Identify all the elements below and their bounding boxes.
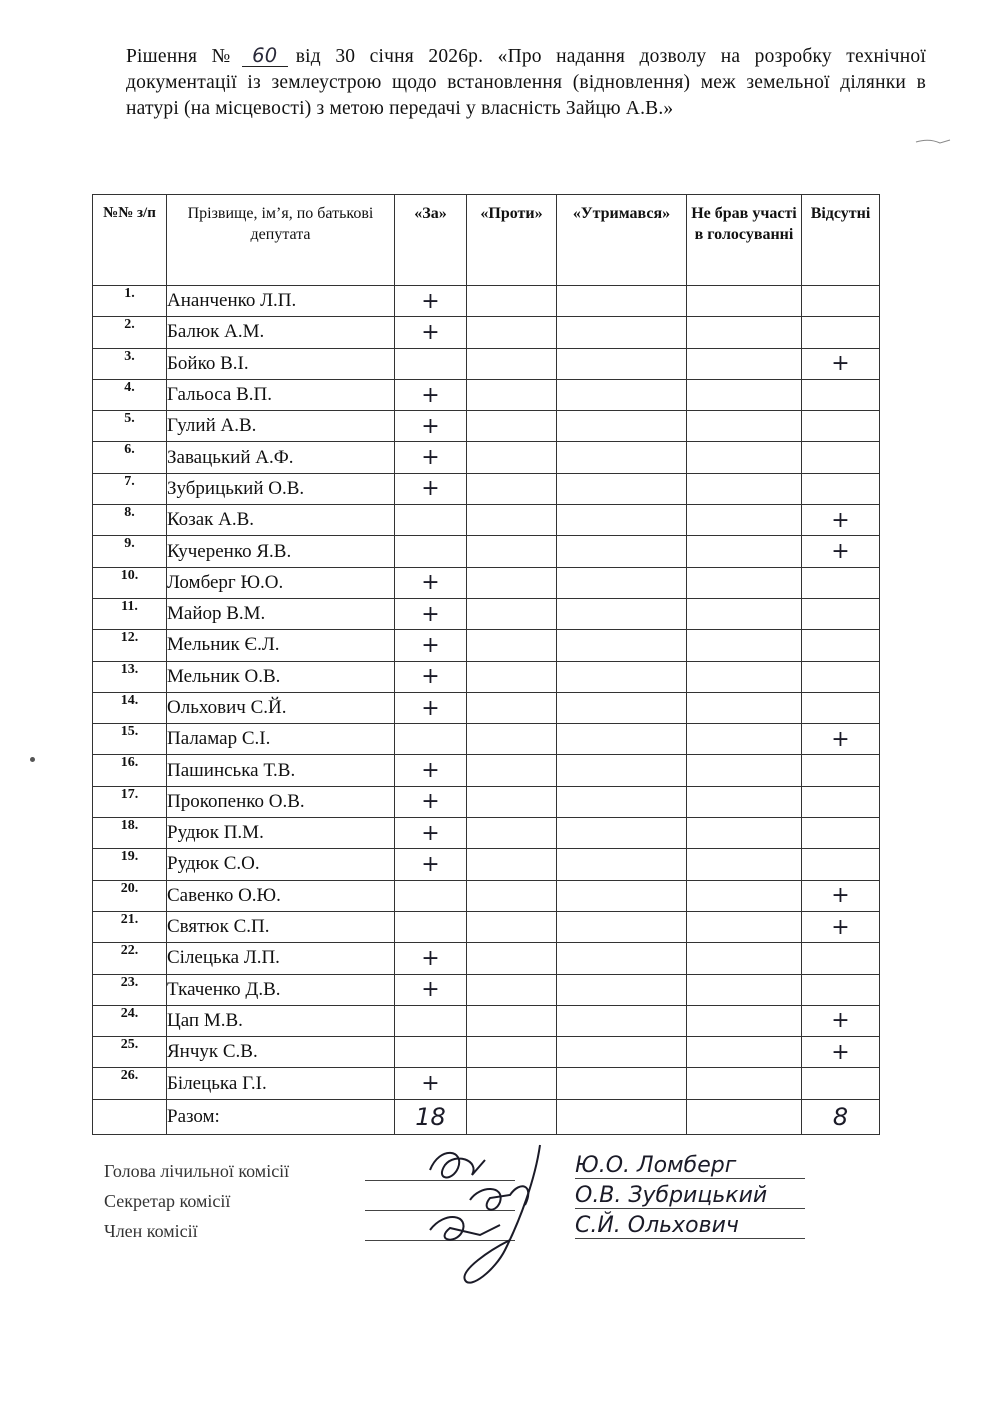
- vote-for: +: [395, 849, 467, 880]
- col-header-against: «Проти»: [467, 195, 557, 286]
- vote-against: [467, 473, 557, 504]
- col-header-name: Прізвище, ім’я, по батькові депутата: [167, 195, 395, 286]
- vote-no-participation: [687, 786, 802, 817]
- row-number: 13.: [93, 661, 167, 692]
- deputy-name: Кучеренко Я.В.: [167, 536, 395, 567]
- vote-abstain: [557, 598, 687, 629]
- vote-abstain: [557, 724, 687, 755]
- row-number: 10.: [93, 567, 167, 598]
- vote-abstain: [557, 818, 687, 849]
- vote-abstain: [557, 411, 687, 442]
- decision-prefix: Рішення №: [126, 46, 240, 67]
- table-row: [93, 379, 880, 410]
- row-number: 3.: [93, 348, 167, 379]
- row-number: 2.: [93, 317, 167, 348]
- vote-absent: [802, 1068, 880, 1099]
- vote-absent: [802, 786, 880, 817]
- total-empty-cell: [93, 1099, 167, 1134]
- vote-no-participation: [687, 536, 802, 567]
- vote-absent: [802, 567, 880, 598]
- vote-for: [395, 1005, 467, 1036]
- vote-no-participation: [687, 411, 802, 442]
- deputy-name: Козак А.В.: [167, 505, 395, 536]
- vote-against: [467, 348, 557, 379]
- row-number: 22.: [93, 943, 167, 974]
- deputy-name: Ананченко Л.П.: [167, 286, 395, 317]
- table-row: [93, 1005, 880, 1036]
- vote-no-participation: [687, 379, 802, 410]
- vote-for: +: [395, 598, 467, 629]
- vote-no-participation: [687, 818, 802, 849]
- vote-abstain: [557, 567, 687, 598]
- row-number: 8.: [93, 505, 167, 536]
- col-header-no-vote: Не брав участі в голосуванні: [687, 195, 802, 286]
- vote-for: +: [395, 411, 467, 442]
- vote-abstain: [557, 630, 687, 661]
- vote-for: [395, 724, 467, 755]
- vote-against: [467, 1037, 557, 1068]
- vote-no-participation: [687, 724, 802, 755]
- table-row: [93, 317, 880, 348]
- vote-against: [467, 317, 557, 348]
- vote-no-participation: [687, 943, 802, 974]
- vote-abstain: [557, 473, 687, 504]
- member-name: С.Й. Ольхович: [575, 1214, 805, 1239]
- table-header-row: [93, 195, 880, 286]
- table-row: [93, 442, 880, 473]
- vote-abstain: [557, 1068, 687, 1099]
- vote-for: +: [395, 442, 467, 473]
- vote-absent: +: [802, 724, 880, 755]
- vote-for: +: [395, 379, 467, 410]
- vote-absent: [802, 943, 880, 974]
- vote-against: [467, 849, 557, 880]
- vote-abstain: [557, 1005, 687, 1036]
- total-absent: 8: [802, 1099, 880, 1134]
- col-header-for: «За»: [395, 195, 467, 286]
- vote-abstain: [557, 317, 687, 348]
- row-number: 14.: [93, 692, 167, 723]
- vote-against: [467, 974, 557, 1005]
- deputy-name: Янчук С.В.: [167, 1037, 395, 1068]
- vote-against: [467, 379, 557, 410]
- deputy-name: Цап М.В.: [167, 1005, 395, 1036]
- table-row: [93, 567, 880, 598]
- vote-for: [395, 505, 467, 536]
- deputy-name: Пашинська Т.В.: [167, 755, 395, 786]
- vote-no-participation: [687, 473, 802, 504]
- row-number: 26.: [93, 1068, 167, 1099]
- vote-against: [467, 661, 557, 692]
- col-header-absent: Відсутні: [802, 195, 880, 286]
- vote-absent: [802, 379, 880, 410]
- vote-absent: [802, 974, 880, 1005]
- vote-abstain: [557, 786, 687, 817]
- deputy-name: Гальоса В.П.: [167, 379, 395, 410]
- vote-against: [467, 943, 557, 974]
- table-row: [93, 473, 880, 504]
- deputy-name: Балюк А.М.: [167, 317, 395, 348]
- table-row: [93, 1068, 880, 1099]
- vote-no-participation: [687, 567, 802, 598]
- vote-against: [467, 442, 557, 473]
- vote-abstain: [557, 943, 687, 974]
- vote-for: +: [395, 755, 467, 786]
- vote-no-participation: [687, 630, 802, 661]
- vote-absent: +: [802, 880, 880, 911]
- vote-against: [467, 598, 557, 629]
- vote-no-participation: [687, 505, 802, 536]
- table-row: [93, 786, 880, 817]
- deputy-name: Рудюк С.О.: [167, 849, 395, 880]
- vote-absent: [802, 442, 880, 473]
- table-row: [93, 692, 880, 723]
- vote-absent: +: [802, 911, 880, 942]
- vote-against: [467, 1005, 557, 1036]
- vote-absent: [802, 818, 880, 849]
- vote-abstain: [557, 348, 687, 379]
- vote-for: +: [395, 818, 467, 849]
- vote-no-participation: [687, 974, 802, 1005]
- vote-absent: +: [802, 536, 880, 567]
- vote-for: [395, 911, 467, 942]
- vote-absent: [802, 755, 880, 786]
- row-number: 6.: [93, 442, 167, 473]
- vote-no-participation: [687, 911, 802, 942]
- vote-for: +: [395, 1068, 467, 1099]
- deputy-name: Мельник О.В.: [167, 661, 395, 692]
- decision-header: [126, 44, 926, 122]
- deputy-name: Мельник Є.Л.: [167, 630, 395, 661]
- deputy-name: Святюк С.П.: [167, 911, 395, 942]
- vote-no-participation: [687, 849, 802, 880]
- table-row: [93, 911, 880, 942]
- deputy-name: Ломберг Ю.О.: [167, 567, 395, 598]
- pen-stroke-mark: [914, 136, 954, 146]
- vote-abstain: [557, 880, 687, 911]
- scan-speck: [30, 757, 35, 762]
- deputy-name: Ольхович С.Й.: [167, 692, 395, 723]
- vote-absent: +: [802, 1005, 880, 1036]
- deputy-name: Сілецька Л.П.: [167, 943, 395, 974]
- col-header-abstain: «Утримався»: [557, 195, 687, 286]
- vote-against: [467, 786, 557, 817]
- vote-abstain: [557, 442, 687, 473]
- table-row: [93, 505, 880, 536]
- vote-for: +: [395, 630, 467, 661]
- deputy-name: Ткаченко Д.В.: [167, 974, 395, 1005]
- deputy-name: Паламар С.І.: [167, 724, 395, 755]
- deputy-name: Завацький А.Ф.: [167, 442, 395, 473]
- vote-against: [467, 286, 557, 317]
- vote-absent: [802, 473, 880, 504]
- row-number: 20.: [93, 880, 167, 911]
- row-number: 1.: [93, 286, 167, 317]
- vote-no-participation: [687, 286, 802, 317]
- row-number: 15.: [93, 724, 167, 755]
- vote-abstain: [557, 286, 687, 317]
- col-header-num: №№ з/п: [93, 195, 167, 286]
- vote-for: +: [395, 786, 467, 817]
- table-row: [93, 724, 880, 755]
- row-number: 11.: [93, 598, 167, 629]
- vote-against: [467, 911, 557, 942]
- chair-name: Ю.О. Ломберг: [575, 1154, 805, 1179]
- deputy-name: Білецька Г.І.: [167, 1068, 395, 1099]
- row-number: 21.: [93, 911, 167, 942]
- row-number: 12.: [93, 630, 167, 661]
- vote-against: [467, 818, 557, 849]
- vote-no-participation: [687, 442, 802, 473]
- vote-for: +: [395, 692, 467, 723]
- total-for: 18: [395, 1099, 467, 1134]
- deputy-name: Савенко О.Ю.: [167, 880, 395, 911]
- vote-against: [467, 755, 557, 786]
- table-row: [93, 943, 880, 974]
- vote-abstain: [557, 536, 687, 567]
- vote-absent: [802, 598, 880, 629]
- vote-absent: [802, 692, 880, 723]
- vote-absent: +: [802, 505, 880, 536]
- vote-no-participation: [687, 755, 802, 786]
- table-row: [93, 598, 880, 629]
- deputy-name: Гулий А.В.: [167, 411, 395, 442]
- vote-for: +: [395, 567, 467, 598]
- vote-absent: [802, 630, 880, 661]
- row-number: 4.: [93, 379, 167, 410]
- vote-absent: +: [802, 1037, 880, 1068]
- table-row: [93, 661, 880, 692]
- vote-no-participation: [687, 317, 802, 348]
- deputy-name: Рудюк П.М.: [167, 818, 395, 849]
- vote-against: [467, 411, 557, 442]
- vote-for: +: [395, 974, 467, 1005]
- vote-abstain: [557, 1037, 687, 1068]
- vote-abstain: [557, 911, 687, 942]
- vote-for: [395, 348, 467, 379]
- vote-for: +: [395, 317, 467, 348]
- vote-abstain: [557, 692, 687, 723]
- row-number: 17.: [93, 786, 167, 817]
- row-number: 19.: [93, 849, 167, 880]
- total-row: [93, 1099, 880, 1134]
- vote-no-participation: [687, 661, 802, 692]
- total-abstain: [557, 1099, 687, 1134]
- vote-against: [467, 692, 557, 723]
- vote-absent: [802, 411, 880, 442]
- deputy-name: Бойко В.І.: [167, 348, 395, 379]
- row-number: 24.: [93, 1005, 167, 1036]
- vote-against: [467, 724, 557, 755]
- vote-no-participation: [687, 880, 802, 911]
- row-number: 25.: [93, 1037, 167, 1068]
- table-row: [93, 286, 880, 317]
- vote-for: +: [395, 661, 467, 692]
- vote-no-participation: [687, 1037, 802, 1068]
- vote-against: [467, 536, 557, 567]
- vote-against: [467, 1068, 557, 1099]
- total-against: [467, 1099, 557, 1134]
- handwritten-signatures: [410, 1140, 610, 1300]
- vote-for: [395, 536, 467, 567]
- vote-abstain: [557, 755, 687, 786]
- vote-abstain: [557, 661, 687, 692]
- vote-against: [467, 567, 557, 598]
- deputy-name: Майор В.М.: [167, 598, 395, 629]
- member-label: Член комісії: [104, 1221, 198, 1241]
- vote-no-participation: [687, 598, 802, 629]
- vote-abstain: [557, 974, 687, 1005]
- table-row: [93, 755, 880, 786]
- vote-for: [395, 880, 467, 911]
- vote-no-participation: [687, 1005, 802, 1036]
- vote-abstain: [557, 379, 687, 410]
- vote-against: [467, 880, 557, 911]
- row-number: 5.: [93, 411, 167, 442]
- row-number: 18.: [93, 818, 167, 849]
- vote-for: +: [395, 943, 467, 974]
- row-number: 9.: [93, 536, 167, 567]
- row-number: 23.: [93, 974, 167, 1005]
- decision-text: від 30 січня 2026р. «Про надання дозволу на розробку технічної документації із землеустрою щодо встановлення (відновлення) меж земельної ділянки в натурі (на місцевості) з метою передачі у власність Зайцю А.В.»: [126, 46, 926, 119]
- vote-absent: [802, 286, 880, 317]
- table-row: [93, 974, 880, 1005]
- total-no-participation: [687, 1099, 802, 1134]
- deputy-name: Прокопенко О.В.: [167, 786, 395, 817]
- table-row: [93, 880, 880, 911]
- vote-absent: +: [802, 348, 880, 379]
- vote-for: +: [395, 286, 467, 317]
- vote-absent: [802, 849, 880, 880]
- secretary-name: О.В. Зубрицький: [575, 1184, 805, 1209]
- table-row: [93, 1037, 880, 1068]
- vote-for: +: [395, 473, 467, 504]
- table-row: [93, 348, 880, 379]
- table-row: [93, 536, 880, 567]
- vote-against: [467, 505, 557, 536]
- table-row: [93, 818, 880, 849]
- voting-table: [92, 194, 880, 1135]
- row-number: 16.: [93, 755, 167, 786]
- decision-number: 60: [242, 46, 288, 67]
- vote-absent: [802, 661, 880, 692]
- table-row: [93, 411, 880, 442]
- vote-no-participation: [687, 692, 802, 723]
- chair-label: Голова лічильної комісії: [104, 1161, 290, 1181]
- row-number: 7.: [93, 473, 167, 504]
- table-row: [93, 630, 880, 661]
- vote-for: [395, 1037, 467, 1068]
- deputy-name: Зубрицький О.В.: [167, 473, 395, 504]
- vote-abstain: [557, 849, 687, 880]
- total-label: Разом:: [167, 1099, 395, 1134]
- secretary-label: Секретар комісії: [104, 1191, 231, 1211]
- table-row: [93, 849, 880, 880]
- vote-no-participation: [687, 1068, 802, 1099]
- vote-absent: [802, 317, 880, 348]
- vote-no-participation: [687, 348, 802, 379]
- vote-against: [467, 630, 557, 661]
- commission-labels: [104, 1156, 289, 1246]
- vote-abstain: [557, 505, 687, 536]
